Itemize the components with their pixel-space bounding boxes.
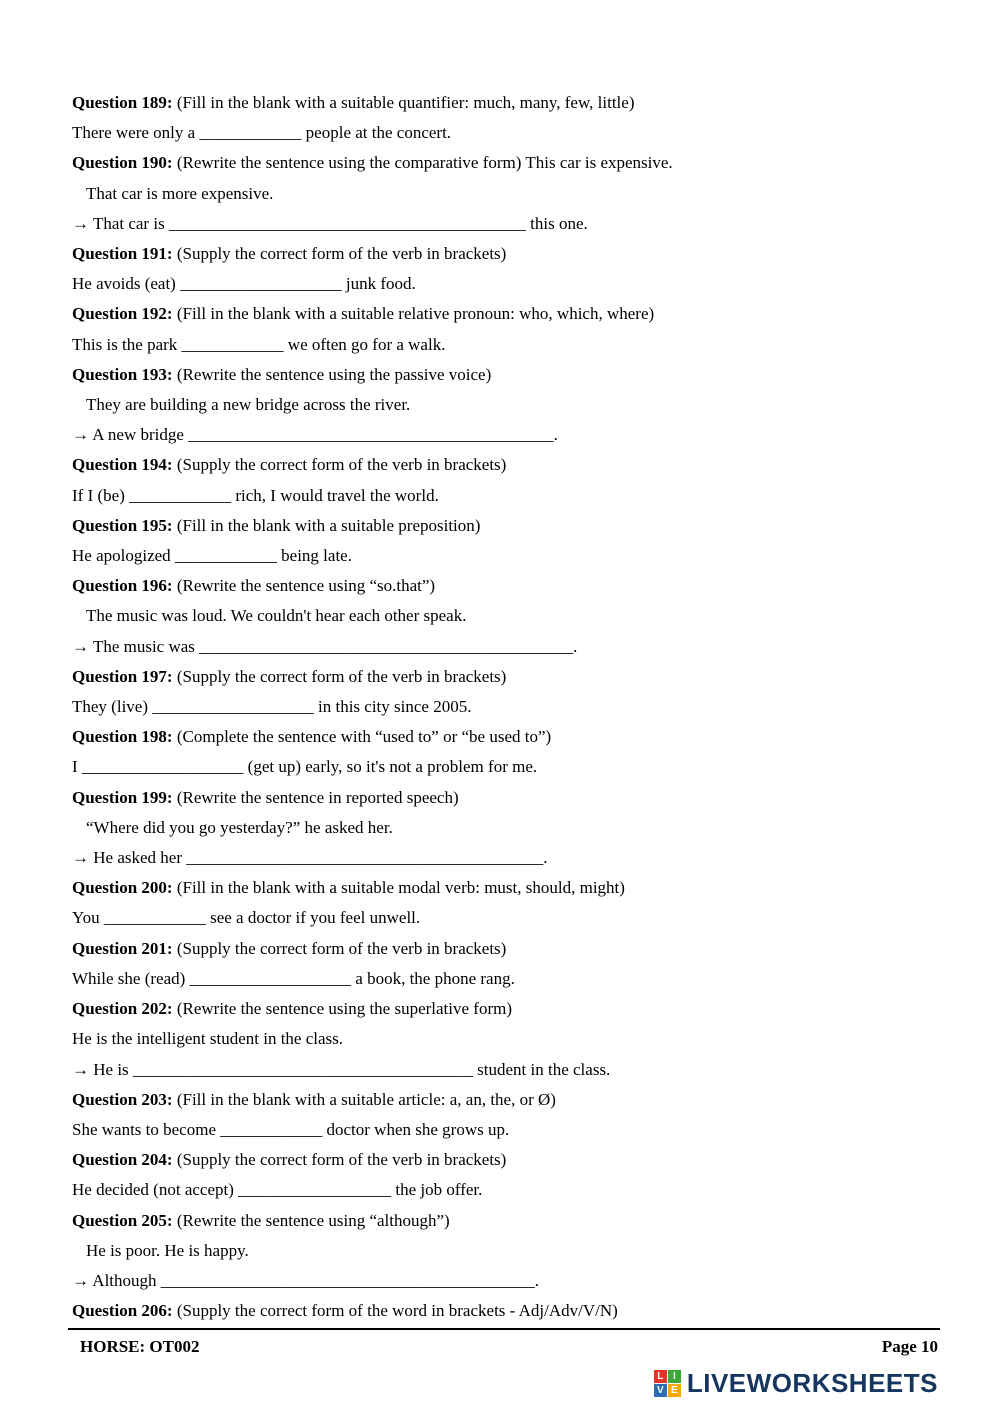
worksheet-code: HORSE: OT002 [80,1337,200,1356]
question-label: Question 195: [72,515,173,535]
sentence-line: → That car is __________________________________________ this one. [72,213,588,233]
sentence-line: He is the intelligent student in the class. [72,1029,344,1049]
logo-grid-cell-e: E [668,1384,681,1397]
question-header: Question 190: (Rewrite the sentence using the comparative form) This car is expensive. [72,153,673,173]
question-header: Question 203: (Fill in the blank with a suitable article: a, an, the, or Ø) [72,1089,556,1109]
sentence-line: You ____________ see a doctor if you feel unwell. [72,908,421,928]
question-label: Question 202: [72,999,173,1019]
question-label: Question 189: [72,93,173,112]
question-label: Question 200: [72,878,173,898]
question-label: Question 199: [72,787,173,807]
liveworksheets-wordmark: LIVEWORKSHEETS [686,1368,938,1398]
question-list [72,88,938,1326]
liveworksheets-grid-icon [654,1370,681,1397]
question-label: Question 190: [72,153,173,173]
sentence-line: → Although ____________________________________________. [72,1270,540,1290]
question-header: Question 189: (Fill in the blank with a suitable quantifier: much, many, few, little) [72,93,635,112]
question-label: Question 203: [72,1089,173,1109]
question-header: Question 196: (Rewrite the sentence using “so.that”) [72,576,436,596]
sentence-line: He decided (not accept) __________________ the job offer. [72,1180,483,1200]
question-header: Question 206: (Supply the correct form of the word in brackets - Adj/Adv/V/N) [72,1301,618,1321]
sentence-line: → A new bridge ___________________________________________. [72,425,558,445]
question-header: Question 199: (Rewrite the sentence in reported speech) [72,787,459,807]
question-header: Question 194: (Supply the correct form of the verb in brackets) [72,455,507,475]
sentence-line: This is the park ____________ we often go for a walk. [72,334,446,354]
sentence-line: He apologized ____________ being late. [72,546,352,566]
sentence-line: “Where did you go yesterday?” he asked her. [86,817,393,837]
question-label: Question 205: [72,1210,173,1230]
sentence-line: If I (be) ____________ rich, I would travel the world. [72,485,439,505]
question-label: Question 201: [72,938,173,958]
logo-grid-cell-v: V [654,1384,667,1397]
sentence-line: The music was loud. We couldn't hear each other speak. [86,606,467,626]
sentence-line: He avoids (eat) ___________________ junk food. [72,274,416,294]
question-header: Question 202: (Rewrite the sentence using the superlative form) [72,999,513,1019]
sentence-line: He is poor. He is happy. [86,1240,249,1260]
sentence-line: → He asked her __________________________________________. [72,848,548,868]
question-label: Question 206: [72,1301,173,1321]
question-label: Question 193: [72,364,173,384]
sentence-line: She wants to become ____________ doctor when she grows up. [72,1119,510,1139]
footer-divider [68,1328,940,1330]
question-header: Question 193: (Rewrite the sentence using the passive voice) [72,364,492,384]
question-header: Question 205: (Rewrite the sentence using “although”) [72,1210,450,1230]
question-label: Question 191: [72,244,173,264]
sentence-line: That car is more expensive. [86,183,274,203]
question-label: Question 198: [72,727,173,747]
liveworksheets-logo [654,1368,938,1399]
question-label: Question 197: [72,666,173,686]
question-label: Question 194: [72,455,173,475]
question-header: Question 197: (Supply the correct form of the verb in brackets) [72,666,507,686]
page-number: Page 10 [881,1337,938,1356]
sentence-line: I ___________________ (get up) early, so it's not a problem for me. [72,757,538,777]
question-header: Question 192: (Fill in the blank with a suitable relative pronoun: who, which, where) [72,304,655,324]
question-label: Question 204: [72,1150,173,1170]
sentence-line: → He is ________________________________________ student in the class. [72,1059,611,1079]
sentence-line: While she (read) ___________________ a book, the phone rang. [72,968,515,988]
question-label: Question 192: [72,304,173,324]
sentence-line: They (live) ___________________ in this city since 2005. [72,697,472,717]
logo-grid-cell-l: L [654,1370,667,1383]
question-header: Question 200: (Fill in the blank with a suitable modal verb: must, should, might) [72,878,625,898]
sentence-line: There were only a ____________ people at the concert. [72,123,452,143]
worksheet-body [72,88,938,1326]
question-label: Question 196: [72,576,173,596]
question-header: Question 204: (Supply the correct form of the verb in brackets) [72,1150,507,1170]
question-header: Question 198: (Complete the sentence with “used to” or “be used to”) [72,727,552,747]
sentence-line: They are building a new bridge across the river. [86,395,411,415]
footer [80,1337,938,1357]
question-header: Question 195: (Fill in the blank with a suitable preposition) [72,515,481,535]
question-header: Question 201: (Supply the correct form of the verb in brackets) [72,938,507,958]
logo-grid-cell-i: I [668,1370,681,1383]
sentence-line: → The music was ____________________________________________. [72,636,578,656]
question-header: Question 191: (Supply the correct form of the verb in brackets) [72,244,507,264]
